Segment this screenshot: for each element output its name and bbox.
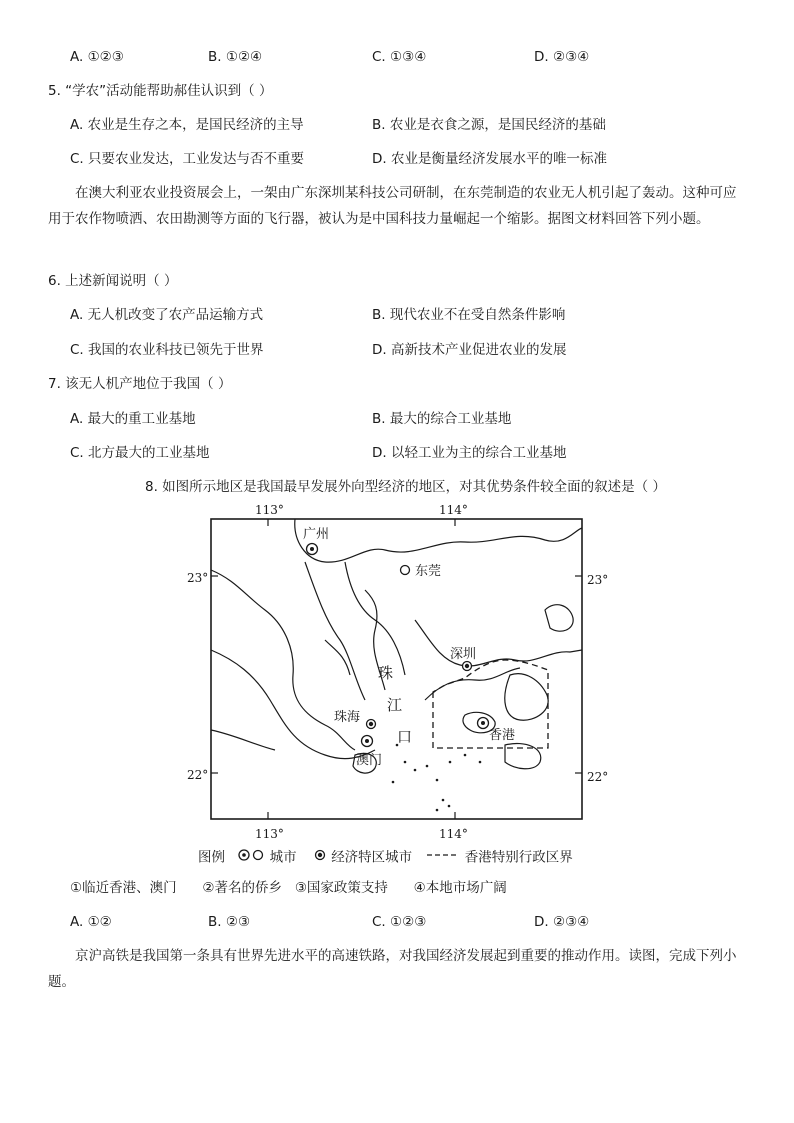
- city-label-shenzhen: 深圳: [450, 647, 477, 662]
- lon-113-top: 113°: [255, 503, 284, 517]
- q6-option-b: B. 现代农业不在受自然条件影响: [372, 307, 566, 323]
- river-char-3: 口: [397, 728, 413, 746]
- q5-option-d: D. 农业是衡量经济发展水平的唯一标准: [372, 151, 607, 167]
- city-dongguan: [401, 564, 442, 579]
- q5-stem: 5. “学农”活动能帮助郝佳认识到（ ）: [48, 83, 273, 99]
- city-zhuhai: [334, 709, 376, 729]
- q7-stem: 7. 该无人机产地位于我国（ ）: [48, 376, 232, 392]
- legend-title: 图例: [198, 849, 225, 866]
- q5-option-c: C. 只要农业发达，工业发达与否不重要: [70, 151, 305, 167]
- q8-conditions: ①临近香港、澳门 ②著名的侨乡 ③国家政策支持 ④本地市场广阔: [70, 880, 507, 896]
- lat-22-right: 22°: [587, 770, 609, 784]
- lon-114-top: 114°: [439, 503, 468, 517]
- legend-city: 城市: [269, 849, 297, 866]
- q7-option-a: A. 最大的重工业基地: [70, 411, 196, 427]
- q6-option-d: D. 高新技术产业促进农业的发展: [372, 342, 567, 358]
- q8-stem: 8. 如图所示地区是我国最早发展外向型经济的地区，对其优势条件较全面的叙述是（ ）: [145, 479, 666, 495]
- lat-23-right: 23°: [587, 573, 609, 587]
- pearl-river-delta-map: [175, 500, 625, 850]
- river-char-2: 江: [387, 696, 403, 714]
- q5-option-b: B. 农业是衣食之源，是国民经济的基础: [372, 117, 606, 133]
- q4-option-b: B. ①②④: [208, 49, 263, 65]
- q7-option-c: C. 北方最大的工业基地: [70, 445, 210, 461]
- q6-option-a: A. 无人机改变了农产品运输方式: [70, 307, 264, 323]
- q4-option-d: D. ②③④: [534, 49, 590, 65]
- boundary-line-icon: [426, 848, 460, 867]
- legend-hk-boundary: 香港特别行政区界: [464, 849, 573, 866]
- city-label-dongguan: 东莞: [415, 564, 442, 579]
- legend-sez-city: 经济特区城市: [331, 849, 413, 866]
- city-macau: [356, 736, 382, 769]
- city-hongkong: [478, 718, 516, 744]
- lat-22-left: 22°: [187, 768, 209, 782]
- city-label-macau: 澳门: [356, 753, 383, 768]
- q4-option-a: A. ①②③: [70, 49, 124, 65]
- passage-drone: 在澳大利亚农业投资展会上，一架由广东深圳某科技公司研制，在东莞制造的农业无人机引起了轰动。这种可应用于农作物喷洒、农田勘测等方面的飞行器，被认为是中国科技力量崛起一个缩影。据图文材料回答下列小题。: [48, 185, 737, 227]
- lat-23-left: 23°: [187, 571, 209, 585]
- sez-city-symbol-icon: [313, 848, 327, 867]
- q6-stem: 6. 上述新闻说明（ ）: [48, 273, 178, 289]
- q8-option-d: D. ②③④: [534, 914, 590, 930]
- islands: [392, 744, 482, 812]
- q7-option-b: B. 最大的综合工业基地: [372, 411, 512, 427]
- passage-highspeed-rail: 京沪高铁是我国第一条具有世界先进水平的高速铁路，对我国经济发展起到重要的推动作用。读图，完成下列小题。: [48, 948, 737, 990]
- q8-option-a: A. ①②: [70, 914, 112, 930]
- q8-option-b: B. ②③: [208, 914, 251, 930]
- river-char-1: 珠: [378, 664, 394, 682]
- q4-option-c: C. ①③④: [372, 49, 427, 65]
- q8-option-c: C. ①②③: [372, 914, 427, 930]
- q7-option-d: D. 以轻工业为主的综合工业基地: [372, 445, 567, 461]
- q5-option-a: A. 农业是生存之本，是国民经济的主导: [70, 117, 304, 133]
- q6-option-c: C. 我国的农业科技已领先于世界: [70, 342, 264, 358]
- city-symbol-icon: [237, 848, 265, 867]
- map-legend: [198, 848, 573, 867]
- map-frame: [211, 519, 582, 819]
- city-shenzhen: [450, 647, 476, 671]
- city-label-zhuhai: 珠海: [334, 710, 361, 725]
- lon-114-bottom: 114°: [439, 827, 468, 841]
- city-label-hongkong: 香港: [489, 728, 516, 743]
- city-guangzhou: [303, 527, 329, 555]
- city-label-guangzhou: 广州: [303, 527, 330, 542]
- lon-113-bottom: 113°: [255, 827, 284, 841]
